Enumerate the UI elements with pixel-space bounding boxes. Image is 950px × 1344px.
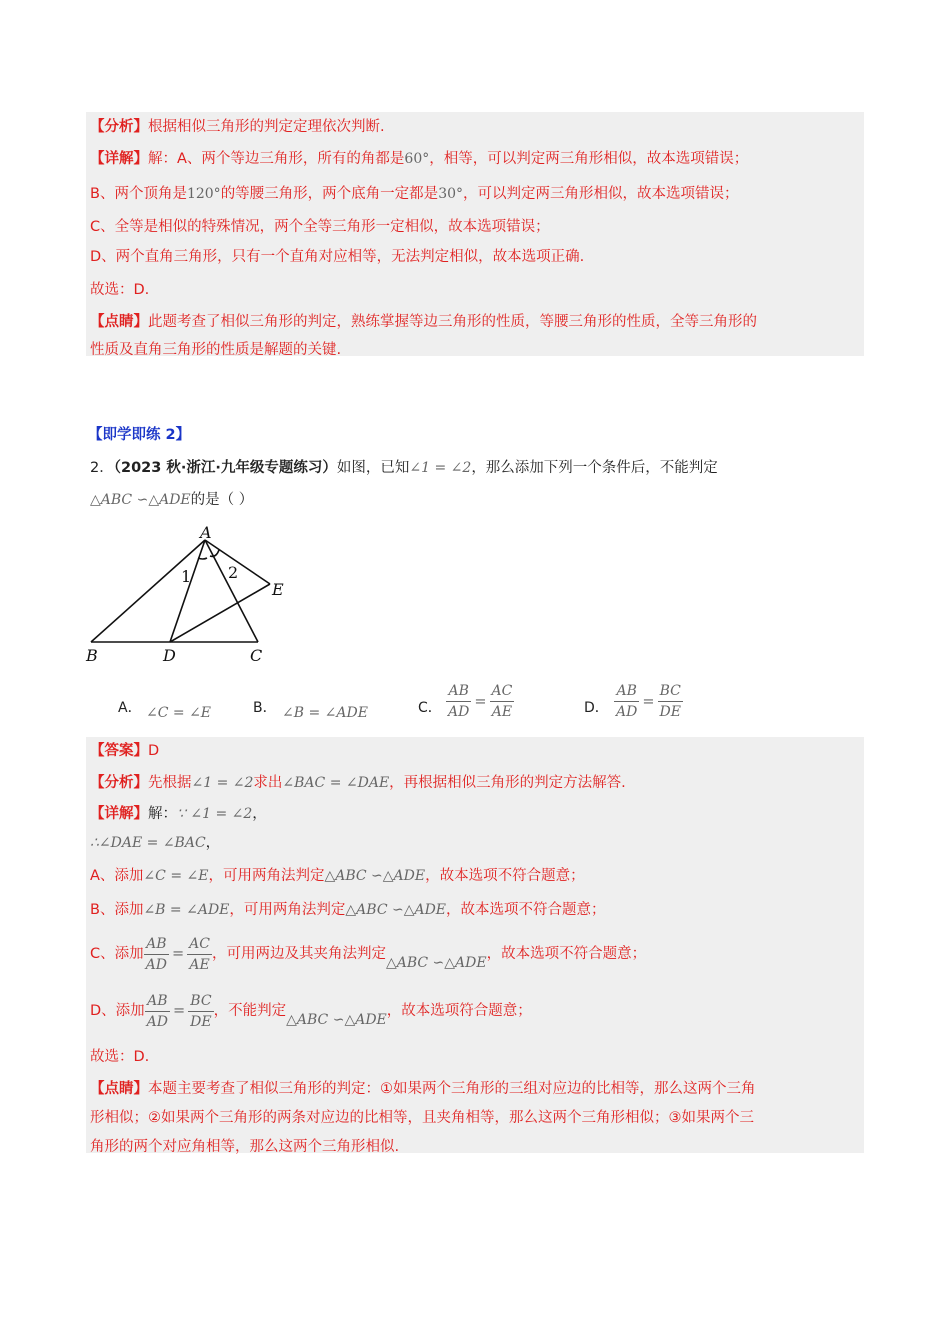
label-c: C bbox=[250, 646, 263, 665]
option-c-expr[interactable]: $\frac{AB}{AD}$ = $\frac{AC}{AE}$ bbox=[448, 683, 513, 720]
solution-1-option-b: B、两个顶角是120°的等腰三角形，两个底角一定都是30°，可以判定两三角形相似，故本选项错误； bbox=[90, 186, 739, 202]
practice-heading: 【即学即练 2】 bbox=[88, 427, 191, 443]
solution-2-answer: 【答案】D bbox=[90, 743, 160, 759]
segment-ac bbox=[205, 540, 258, 642]
solution-2-analysis: 【分析】先根据∠1 = ∠2求出∠BAC = ∠DAE，再根据相似三角形的判定方法解答. bbox=[90, 775, 626, 791]
question-line-1: 2．（2023 秋·浙江·九年级专题练习）如图，已知∠1 = ∠2，那么添加下列一个条件后，不能判定 bbox=[90, 460, 718, 476]
solution-1-analysis: 【分析】根据相似三角形的判定定理依次判断. bbox=[90, 119, 385, 135]
solution-1-option-d: D、两个直角三角形，只有一个直角对应相等，无法判定相似，故本选项正确. bbox=[90, 249, 585, 265]
triangle-figure bbox=[82, 522, 302, 667]
option-a-label[interactable]: A． bbox=[118, 700, 142, 716]
option-d-label[interactable]: D． bbox=[584, 700, 609, 716]
solution-1-choice: 故选：D. bbox=[90, 282, 150, 298]
solution-2-comment: 【点睛】本题主要考查了相似三角形的判定：①如果两个三角形的三组对应边的比相等，那么这两个三角 bbox=[90, 1081, 756, 1097]
label-angle-1: 1 bbox=[181, 567, 192, 586]
option-a-expr[interactable]: ∠C = ∠E bbox=[146, 705, 212, 721]
option-c-label[interactable]: C． bbox=[418, 700, 442, 716]
solution-2-option-a: A、添加∠C = ∠E，可用两角法判定△ABC ∽△ADE，故本选项不符合题意； bbox=[90, 868, 585, 884]
option-d-expr[interactable]: $\frac{AB}{AD}$ = $\frac{BC}{DE}$ bbox=[616, 683, 681, 720]
question-line-2: △ABC ∽△ADE的是（ ） bbox=[90, 492, 254, 508]
option-b-expr[interactable]: ∠B = ∠ADE bbox=[282, 705, 368, 721]
solution-2-comment-cont-1: 形相似；②如果两个三角形的两条对应边的比相等，且夹角相等，那么这两个三角形相似；③如果两个三 bbox=[90, 1110, 754, 1126]
angle-1-arc bbox=[198, 558, 207, 559]
solution-2-therefore: ∴∠DAE = ∠BAC， bbox=[90, 835, 221, 851]
solution-1-option-c: C、全等是相似的特殊情况，两个全等三角形一定相似，故本选项错误； bbox=[90, 219, 550, 235]
solution-1-detail: 【详解】解：A、两个等边三角形，所有的角都是60°，相等，可以判定两三角形相似，故本选项错误； bbox=[90, 151, 749, 167]
label-b: B bbox=[86, 646, 98, 665]
option-b-label[interactable]: B． bbox=[253, 700, 277, 716]
solution-1-comment-cont: 性质及直角三角形的性质是解题的关键. bbox=[90, 342, 342, 358]
segment-de bbox=[170, 584, 270, 642]
solution-2-detail: 【详解】解：∵ ∠1 = ∠2， bbox=[90, 806, 267, 822]
solution-1-comment: 【点睛】此题考查了相似三角形的判定，熟练掌握等边三角形的性质，等腰三角形的性质，全等三角形的 bbox=[90, 314, 757, 330]
label-a: A bbox=[200, 523, 212, 542]
solution-2-option-b: B、添加∠B = ∠ADE，可用两角法判定△ABC ∽△ADE，故本选项不符合题意； bbox=[90, 902, 606, 918]
label-d: D bbox=[163, 646, 176, 665]
solution-2-option-d: D、添加 $\frac{AB}{AD}$ = $\frac{BC}{DE}$ ，不能判定△ABC ∽△ADE，故本选项符合题意； bbox=[90, 992, 532, 1030]
label-e: E bbox=[272, 580, 284, 599]
label-angle-2: 2 bbox=[228, 563, 239, 582]
solution-2-option-c: C、添加 $\frac{AB}{AD}$ = $\frac{AC}{AE}$ ，可用两边及其夹角法判定△ABC ∽△ADE，故本选项不符合题意； bbox=[90, 935, 647, 973]
solution-2-comment-cont-2: 角形的两个对应角相等，那么这两个三角形相似. bbox=[90, 1139, 400, 1155]
solution-2-choice: 故选：D. bbox=[90, 1049, 150, 1065]
